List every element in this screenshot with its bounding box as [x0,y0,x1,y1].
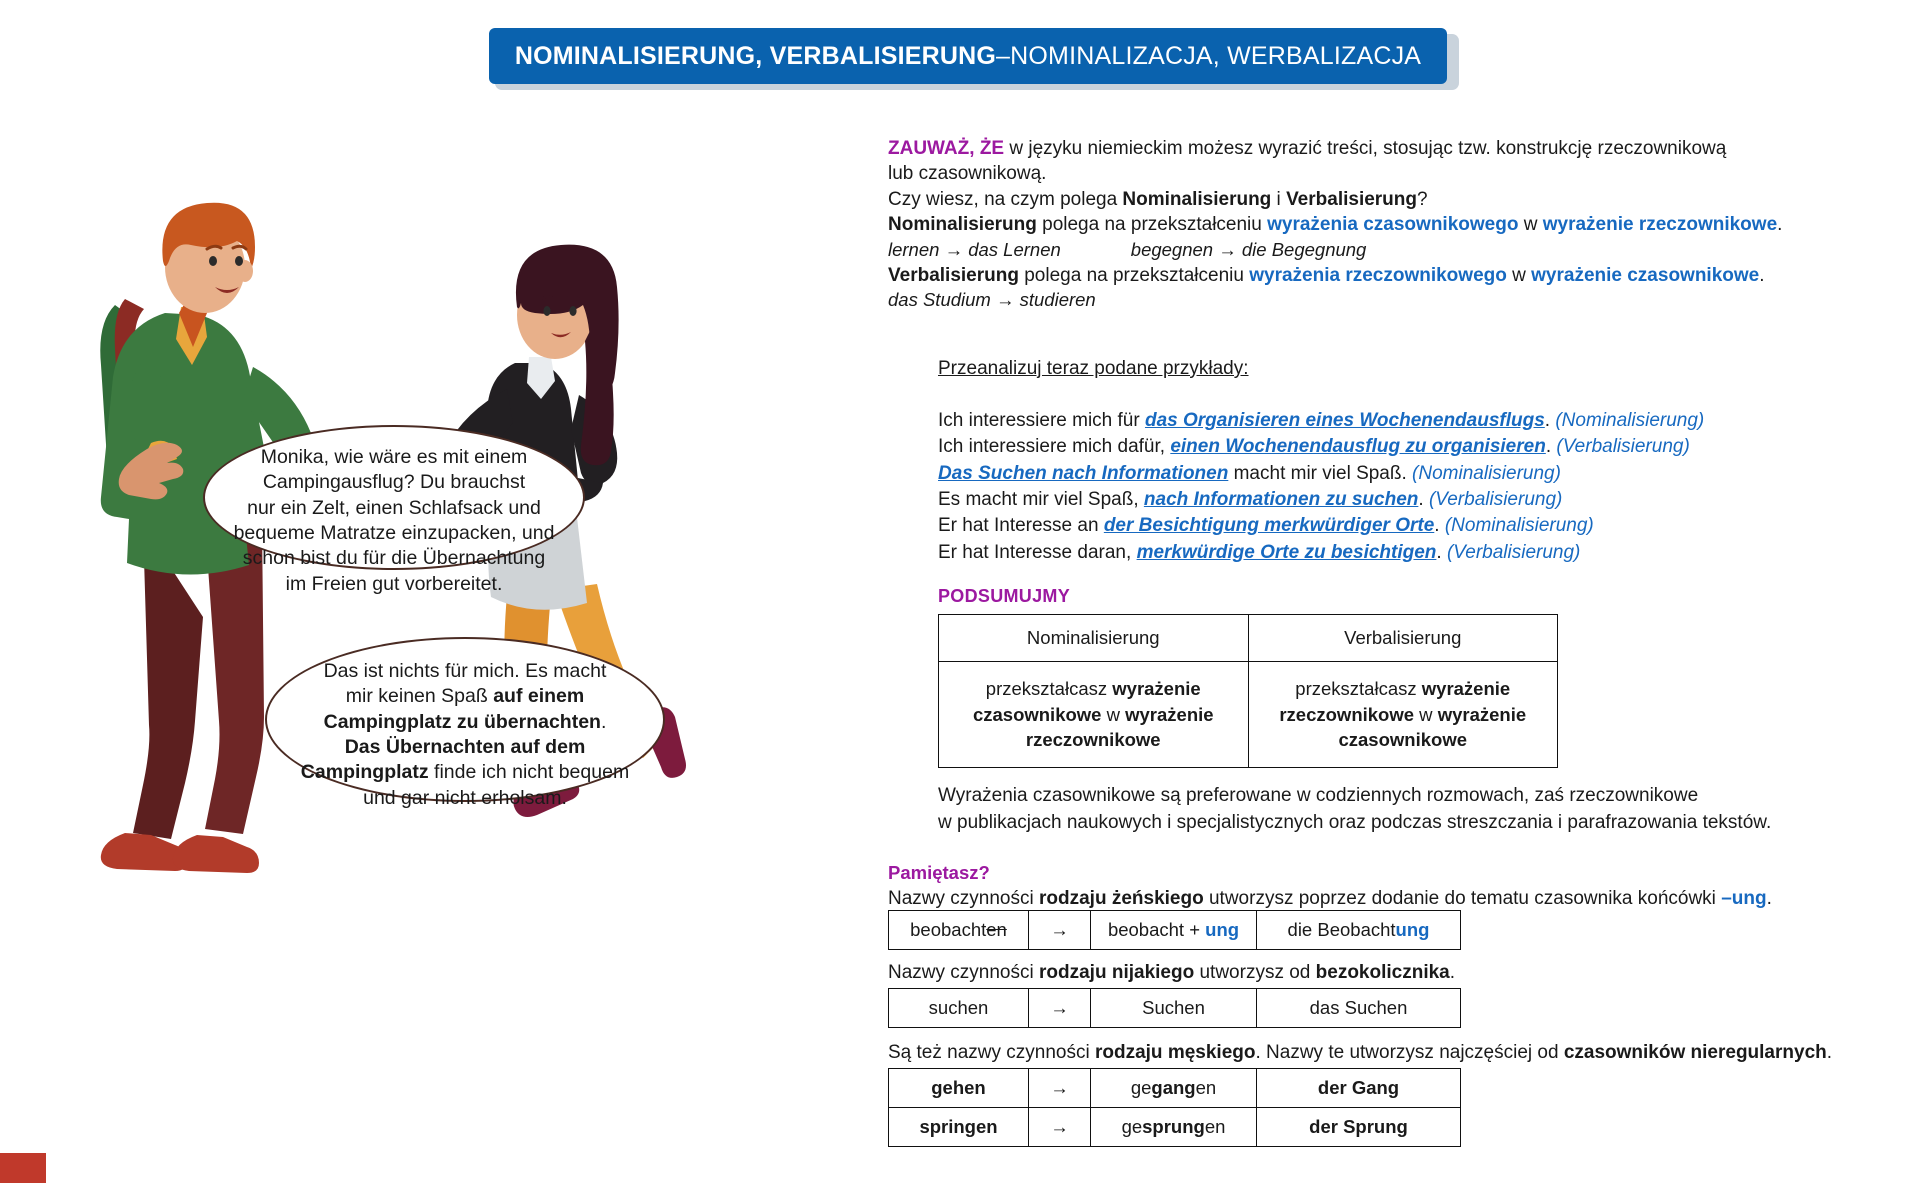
masc-p-pre-2: ge [1121,1116,1143,1137]
example-sentence [938,540,1838,566]
masc-verb-2: springen [919,1116,998,1137]
neu-e: . [1449,962,1456,983]
sum-nom-b: wyrażenie czasownikowe [972,678,1201,725]
notice-rest: w języku niemieckim możesz wyrazić treści, stosując tzw. konstrukcję rzeczownikową [1004,138,1727,159]
ex-highlight: merkwürdige Orte zu besichtigen [1136,541,1437,563]
arrow-icon: → [1029,911,1091,950]
masc-b: rodzaju męskiego [1094,1042,1256,1063]
summary-table [938,614,1558,768]
table-row [889,989,1461,1028]
ex-highlight: der Besichtigung merkwürdiger Orte [1103,515,1435,537]
table-row [939,662,1558,768]
ex-pre: Er hat Interesse daran, [938,541,1137,563]
arrow-icon: → [1029,1108,1091,1147]
masc-p-pre-1: ge [1130,1077,1152,1098]
ex-highlight: das Organisieren eines Wochenendausflugs [1144,410,1545,431]
banner-title [489,28,1447,84]
fem-build-suffix: ung [1205,919,1240,940]
examples-list [938,408,1838,566]
summary-label: PODSUMUJMY [938,586,1071,606]
masc-p-suf-1: en [1195,1077,1217,1098]
verb-mid: polega na przekształceniu [1018,264,1250,286]
neu-cell-build: Suchen [1091,989,1257,1028]
neu-d: bezokolicznika [1315,962,1450,983]
nom-from: wyrażenia czasownikowego [1267,214,1519,236]
verbalisierung-example: das Studium → studieren [888,289,1096,311]
bubble2-line1: Das ist nichts für mich. Es macht [323,660,607,682]
speech-bubble-male [203,425,585,595]
fem-cell-build [1091,911,1257,950]
q-mark: ? [1417,188,1428,210]
masc-e: . [1826,1042,1833,1063]
nom-dot: . [1777,214,1783,236]
verbalisierung-definition [888,263,1888,288]
ex-tag: (Verbalisierung) [1428,488,1563,510]
verb-in: w [1506,264,1532,286]
fem-result-a: die Beobacht [1287,919,1396,940]
example-sentence [938,461,1838,487]
speech-bubble-female [265,637,665,809]
bubble2-line6: und gar nicht erholsam. [363,786,567,809]
neu-c: utworzysz od [1194,962,1316,983]
table-row [889,1069,1461,1108]
feminine-example-table [888,910,1461,950]
masc-cell-result [1257,1108,1461,1147]
ex-pre: Er hat Interesse an [938,515,1104,537]
sum-verb-b: wyrażenie rzeczownikowe [1279,678,1511,725]
neu-cell-result: das Suchen [1257,989,1461,1028]
fem-cell-verb [889,911,1029,950]
masc-a: Są też nazwy czynności [888,1042,1095,1063]
nom-in: w [1518,214,1543,236]
title-banner [489,28,1459,90]
masc-cell-participle [1091,1069,1257,1108]
bubble1-line4: bequeme Matratze einzupacken, und [233,522,555,545]
ex-post: . [1418,488,1429,510]
bubble1-line5: schon bist du für die Übernachtung [242,547,546,570]
q-and: i [1271,188,1287,210]
table-row [889,1108,1461,1147]
ex-pre: Ich interessiere mich für [938,410,1145,431]
fem-cell-result [1257,911,1461,950]
verb-dot: . [1759,264,1765,286]
bubble1-line2: Campingausflug? Du brauchst [262,471,526,494]
banner-title-polish: NOMINALIZACJA, WERBALIZACJA [1010,41,1422,70]
neu-a: Nazwy czynności [888,962,1039,983]
neuter-example-table [888,988,1461,1028]
masc-cell-result [1257,1069,1461,1108]
table-row [889,911,1461,950]
example-sentence [938,487,1838,513]
bubble1-line6: im Freien gut vorbereitet. [285,572,503,595]
examples-heading: Przeanalizuj teraz podane przykłady: [938,358,1249,379]
ex-post: . [1436,541,1447,563]
ex-tag: (Verbalisierung) [1446,541,1581,563]
ex-tag: (Nominalisierung) [1412,462,1561,484]
masc-d: czasowników nieregularnych [1563,1042,1827,1063]
intro-notice-line [888,136,1888,161]
intro-question-line [888,187,1888,212]
sum-nom-c: w [1101,703,1126,725]
ex-post: . [1545,436,1557,458]
banner-title-german: NOMINALISIERUNG, VERBALISIERUNG [514,41,997,70]
neu-cell-verb: suchen [889,989,1029,1028]
ex-tag: (Verbalisierung) [1556,436,1690,458]
verb-to: wyrażenie czasownikowe [1531,264,1760,286]
verb-term: Verbalisierung [888,264,1019,286]
bubble2-line2-bold: auf einem [493,685,585,708]
ex-post: . [1544,410,1556,431]
table-row [939,615,1558,662]
sum-verb-c: w [1414,703,1438,725]
intro-text-block [888,136,1888,313]
sum-verb-a: przekształcasz [1295,678,1422,699]
q-a: Czy wiesz, na czym polega [888,188,1123,210]
intro-line2: lub czasownikową. [888,163,1047,185]
fem-verb-stem: beobacht [910,919,987,940]
fem-b: rodzaju żeńskiego [1039,888,1204,909]
masc-p-root-2: sprung [1142,1116,1205,1137]
bubble2-line5-bold: Campingplatz [300,761,429,784]
ex-highlight: Das Suchen nach Informationen [938,462,1229,484]
fem-c: utworzysz poprzez dodanie do tematu czasownika końcówki [1203,888,1722,909]
ex-pre: Ich interessiere mich dafür, [938,436,1171,458]
examples-block [938,358,1838,566]
ex-tag: (Nominalisierung) [1444,515,1594,537]
ex-post: . [1434,515,1445,537]
arrow-icon: → [1029,989,1091,1028]
remember-label: Pamiętasz? [888,862,990,883]
ex-highlight: nach Informationen zu suchen [1143,488,1419,510]
bubble1-line3: nur ein Zelt, einen Schlafsack und [247,496,541,519]
summary-cell-verbalisierung [1248,662,1558,768]
fem-verb-ending-struck: en [986,919,1007,940]
bubble1-line1: Monika, wie wäre es mit einem [260,446,528,468]
masc-cell-verb [889,1069,1029,1108]
example-sentence [938,513,1838,539]
fem-e: . [1766,888,1772,909]
sum-nom-a: przekształcasz [985,678,1113,699]
feminine-rule-text [888,888,1772,910]
nominalisierung-definition [888,212,1888,237]
masculine-rule-text [888,1042,1832,1064]
example-sentence [938,408,1838,434]
verb-from: wyrażenia rzeczownikowego [1249,264,1507,286]
masc-p-suf-2: en [1204,1116,1226,1137]
sum-verb-d: wyrażenie czasownikowe [1338,703,1527,751]
nom-example-2: begegnen → die Begegnung [1130,238,1367,260]
fem-suffix: –ung [1721,888,1767,909]
masc-cell-verb [889,1108,1029,1147]
notice-label: ZAUWAŻ, ŻE [888,138,1005,159]
ex-highlight: einen Wochenendausflug zu organisieren [1170,436,1546,458]
summary-header-verbalisierung: Verbalisierung [1248,615,1558,662]
masc-result-1: der Gang [1317,1077,1400,1098]
nom-example-1: lernen → das Lernen [888,238,1061,260]
bubble2-line3-bold: Campingplatz zu übernachten [323,710,601,733]
ex-post: macht mir viel Spaß. [1228,462,1413,484]
bottom-accent-bar [0,1153,46,1183]
bubble2-line4-bold: Das Übernachten auf dem [344,736,586,759]
example-sentence [938,434,1838,460]
ex-tag: (Nominalisierung) [1555,410,1705,431]
masculine-example-table [888,1068,1461,1147]
summary-cell-nominalisierung [939,662,1249,768]
summary-header-nominalisierung: Nominalisierung [939,615,1249,662]
nominalisierung-examples [888,238,1888,263]
bubble2-line3-plain: . [600,710,607,733]
q-nominalisierung: Nominalisierung [1122,188,1272,210]
sum-nom-d: wyrażenie rzeczownikowe [1025,703,1214,751]
fem-a: Nazwy czynności [888,888,1039,909]
nom-to: wyrażenie rzeczownikowe [1542,214,1778,236]
ex-pre: Es macht mir viel Spaß, [938,488,1144,510]
masc-p-root-1: gang [1151,1077,1196,1098]
masc-verb-1: gehen [931,1077,986,1098]
bubble2-line5-plain: finde ich nicht bequem [428,761,630,784]
neu-b: rodzaju nijakiego [1039,962,1195,983]
banner-title-dash: – [996,41,1011,70]
fem-build-a: beobacht + [1107,919,1206,940]
nom-mid: polega na przekształceniu [1036,214,1268,236]
summary-note-line1: Wyrażenia czasownikowe są preferowane w codziennych rozmowach, zaś rzeczownikowe [938,785,1699,806]
summary-note-line2: w publikacjach naukowych i specjalistycznych oraz podczas streszczania i parafrazowania tekstów. [938,811,1772,833]
neuter-rule-text [888,962,1455,984]
masc-result-2: der Sprung [1309,1116,1408,1137]
summary-note [938,783,1858,837]
fem-result-suffix: ung [1395,919,1430,940]
nom-term: Nominalisierung [888,214,1037,236]
arrow-icon: → [1029,1069,1091,1108]
masc-c: . Nazwy te utworzysz najczęściej od [1255,1042,1564,1063]
masc-cell-participle [1091,1108,1257,1147]
q-verbalisierung: Verbalisierung [1286,188,1418,210]
bubble2-line2-plain: mir keinen Spaß [345,685,494,708]
